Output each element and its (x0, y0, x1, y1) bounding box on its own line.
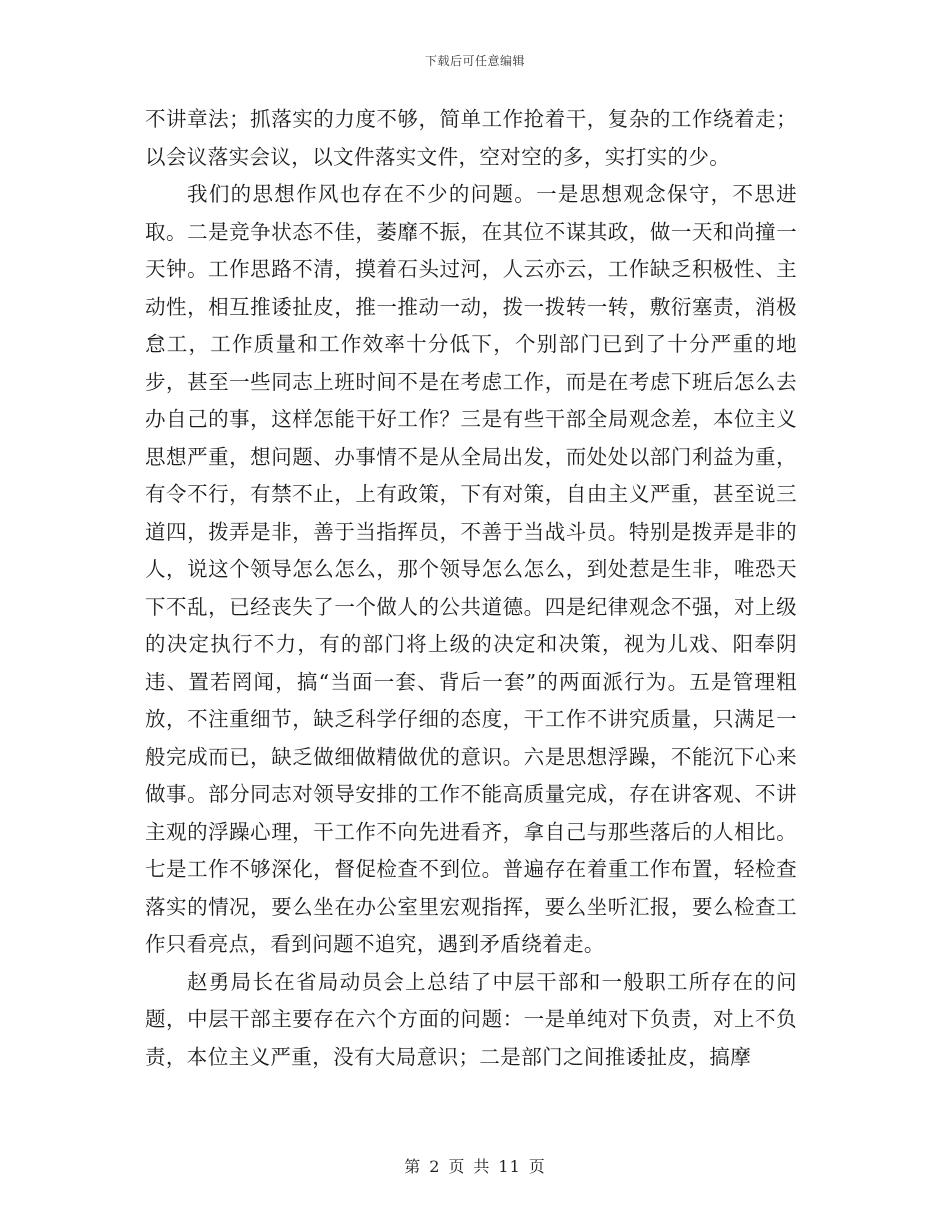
footer-total-pages: 11 (498, 1157, 521, 1176)
paragraph-2: 我们的思想作风也存在不少的问题。一是思想观念保守，不思进取。二是竞争状态不佳，萎靡不振，在其位不谋其政，做一天和尚撞一天钟。工作思路不清，摸着石头过河，人云亦云，工作缺乏积极性、主动性，相互推诿扯皮，推一推动一动，拨一拨转一转，敷衍塞责，消极怠工，工作质量和工作效率十分低下，个别部门已到了十分严重的地步，甚至一些同志上班时间不是在考虑工作，而是在考虑下班后怎么去办自己的事，这样怎能干好工作？三是有些干部全局观念差，本位主义思想严重，想问题、办事情不是从全局出发，而处处以部门利益为重，有令不行，有禁不止，上有政策，下有对策，自由主义严重，甚至说三道四，拨弄是非，善于当指挥员，不善于当战斗员。特别是拨弄是非的人，说这个领导怎么怎么，那个领导怎么怎么，到处惹是生非，唯恐天下不乱，已经丧失了一个做人的公共道德。四是纪律观念不强，对上级的决定执行不力，有的部门将上级的决定和决策，视为儿戏、阳奉阴违、置若罔闻，搞“当面一套、背后一套”的两面派行为。五是管理粗放，不注重细节，缺乏科学仔细的态度，干工作不讲究质量，只满足一般完成而已，缺乏做细做精做优的意识。六是思想浮躁，不能沉下心来做事。部分同志对领导安排的工作不能高质量完成，存在讲客观、不讲主观的浮躁心理，干工作不向先进看齐，拿自己与那些落后的人相比。七是工作不够深化，督促检查不到位。普遍存在着重工作布置，轻检查落实的情况，要么坐在办公室里宏观指挥，要么坐听汇报，要么检查工作只看亮点，看到问题不追究，遇到矛盾绕着走。 (145, 182, 797, 956)
document-body (145, 101, 797, 1076)
paragraph-1: 不讲章法；抓落实的力度不够，简单工作抢着干，复杂的工作绕着走；以会议落实会议，以文件落实文件，空对空的多，实打实的少。 (145, 107, 797, 169)
footer-suffix: 页 (528, 1157, 546, 1176)
page-header: 下载后可任意编辑 (424, 54, 525, 68)
footer-page-number: 2 (429, 1157, 441, 1176)
footer-prefix: 第 (404, 1157, 422, 1176)
footer-total-label: 共 (473, 1157, 491, 1176)
paragraph-3: 赵勇局长在省局动员会上总结了中层干部和一般职工所存在的问题，中层干部主要存在六个方面的问题：一是单纯对下负责，对上不负责，本位主义严重，没有大局意识；二是部门之间推诿扯皮，搞摩 (145, 969, 797, 1069)
page-footer (0, 1154, 950, 1177)
footer-page-label: 页 (448, 1157, 466, 1176)
